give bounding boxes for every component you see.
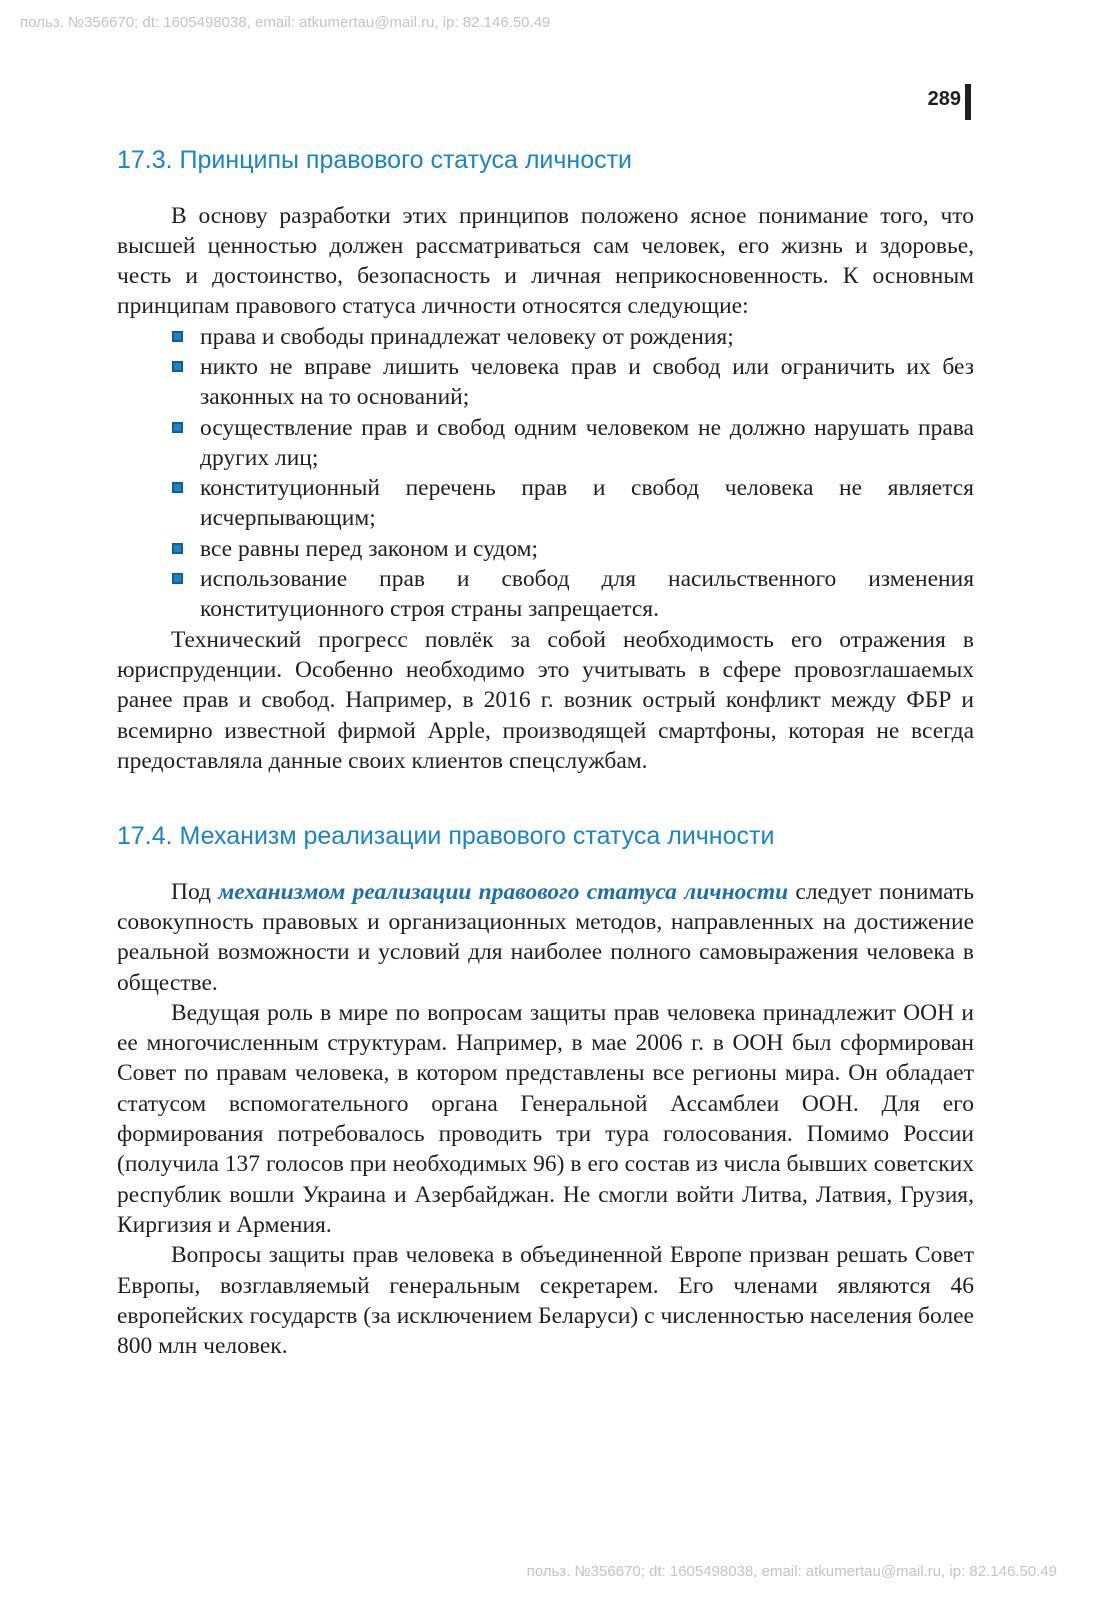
- list-item: [200, 564, 974, 625]
- page-number: 289: [927, 88, 961, 110]
- square-bullet-icon: [172, 482, 183, 493]
- paragraph: Технический прогресс повлёк за собой необходимость его отражения в юриспруденции. Особенно необходимо это учитывать в сфере провозглашаемых ранее прав и свобод. Например, в 2016 г. возник острый конфликт между ФБР и всемирно известной фирмой Apple, производящей смартфоны, которая не всегда предоставляла данные своих клиентов спецслужбам.: [117, 626, 974, 774]
- page-content: [117, 144, 974, 1361]
- list-item: [200, 473, 974, 534]
- list-item-text: все равны перед законом и судом;: [200, 535, 539, 562]
- paragraph: В основу разработки этих принципов положено ясное понимание того, что высшей ценностью должен рассматриваться сам человек, его жизнь и здоровье, честь и достоинство, безопасность и личная неприкосновенность. К основным принципам правового статуса личности относятся следующие:: [117, 202, 974, 320]
- list-item: [200, 352, 974, 413]
- watermark-top: польз. №356670; dt: 1605498038, email: atkumertau@mail.ru, ip: 82.146.50.49: [20, 14, 551, 31]
- list-item: [200, 413, 974, 474]
- paragraph: Вопросы защиты прав человека в объединенной Европе призван решать Совет Европы, возглавляемый генеральным секретарем. Его членами являются 46 европейских государств (за исключением Беларуси) с численностью населения более 800 млн человек.: [117, 1242, 974, 1360]
- list-item-text: конституционный перечень прав и свобод человека не является исчерпывающим;: [200, 475, 974, 532]
- text-fragment: Под: [171, 878, 219, 905]
- section-title: 17.3. Принципы правового статуса личности: [117, 146, 633, 174]
- paragraph: Ведущая роль в мире по вопросам защиты прав человека принадлежит ООН и ее многочисленным структурам. Например, в мае 2006 г. в ООН был сформирован Совет по правам человека, в котором представлены все регионы мира. Он обладает статусом вспомогательного органа Генеральной Ассамблеи ООН. Для его формирования потребовалось проводить три тура голосования. Помимо России (получила 137 голосов при необходимых 96) в его состав из числа бывших советских республик вошли Украина и Азербайджан. Не смогли войти Литва, Латвия, Грузия, Киргизия и Армения.: [117, 999, 974, 1238]
- defined-term: механизмом реализации правового статуса личности: [218, 878, 789, 905]
- list-item-text: права и свободы принадлежат человеку от рождения;: [200, 323, 734, 350]
- watermark-bottom: польз. №356670; dt: 1605498038, email: atkumertau@mail.ru, ip: 82.146.50.49: [526, 1563, 1057, 1580]
- list-item: [200, 322, 974, 352]
- list-item-text: использование прав и свобод для насильственного изменения конституционного строя страны запрещается.: [200, 566, 974, 623]
- section-17-3: [117, 144, 974, 776]
- principles-list: [117, 322, 974, 625]
- square-bullet-icon: [172, 573, 183, 584]
- list-item-text: осуществление прав и свобод одним человеком не должно нарушать права других лиц;: [200, 414, 974, 471]
- text-fragment: следует понимать совокупность правовых и организационных методов, направленных на достижение реальной возможности и условий для наиболее полного самовыражения человека в обществе.: [117, 878, 974, 996]
- square-bullet-icon: [172, 331, 183, 342]
- list-item-text: никто не вправе лишить человека прав и свобод или ограничить их без законных на то оснований;: [200, 353, 974, 411]
- page-number-bar: [965, 84, 971, 120]
- section-title: 17.4. Механизм реализации правового статуса личности: [117, 822, 775, 851]
- square-bullet-icon: [172, 422, 183, 433]
- square-bullet-icon: [172, 543, 183, 554]
- paragraph: [117, 877, 974, 998]
- section-17-4: [117, 820, 974, 1361]
- list-item: [200, 534, 974, 564]
- square-bullet-icon: [172, 361, 183, 372]
